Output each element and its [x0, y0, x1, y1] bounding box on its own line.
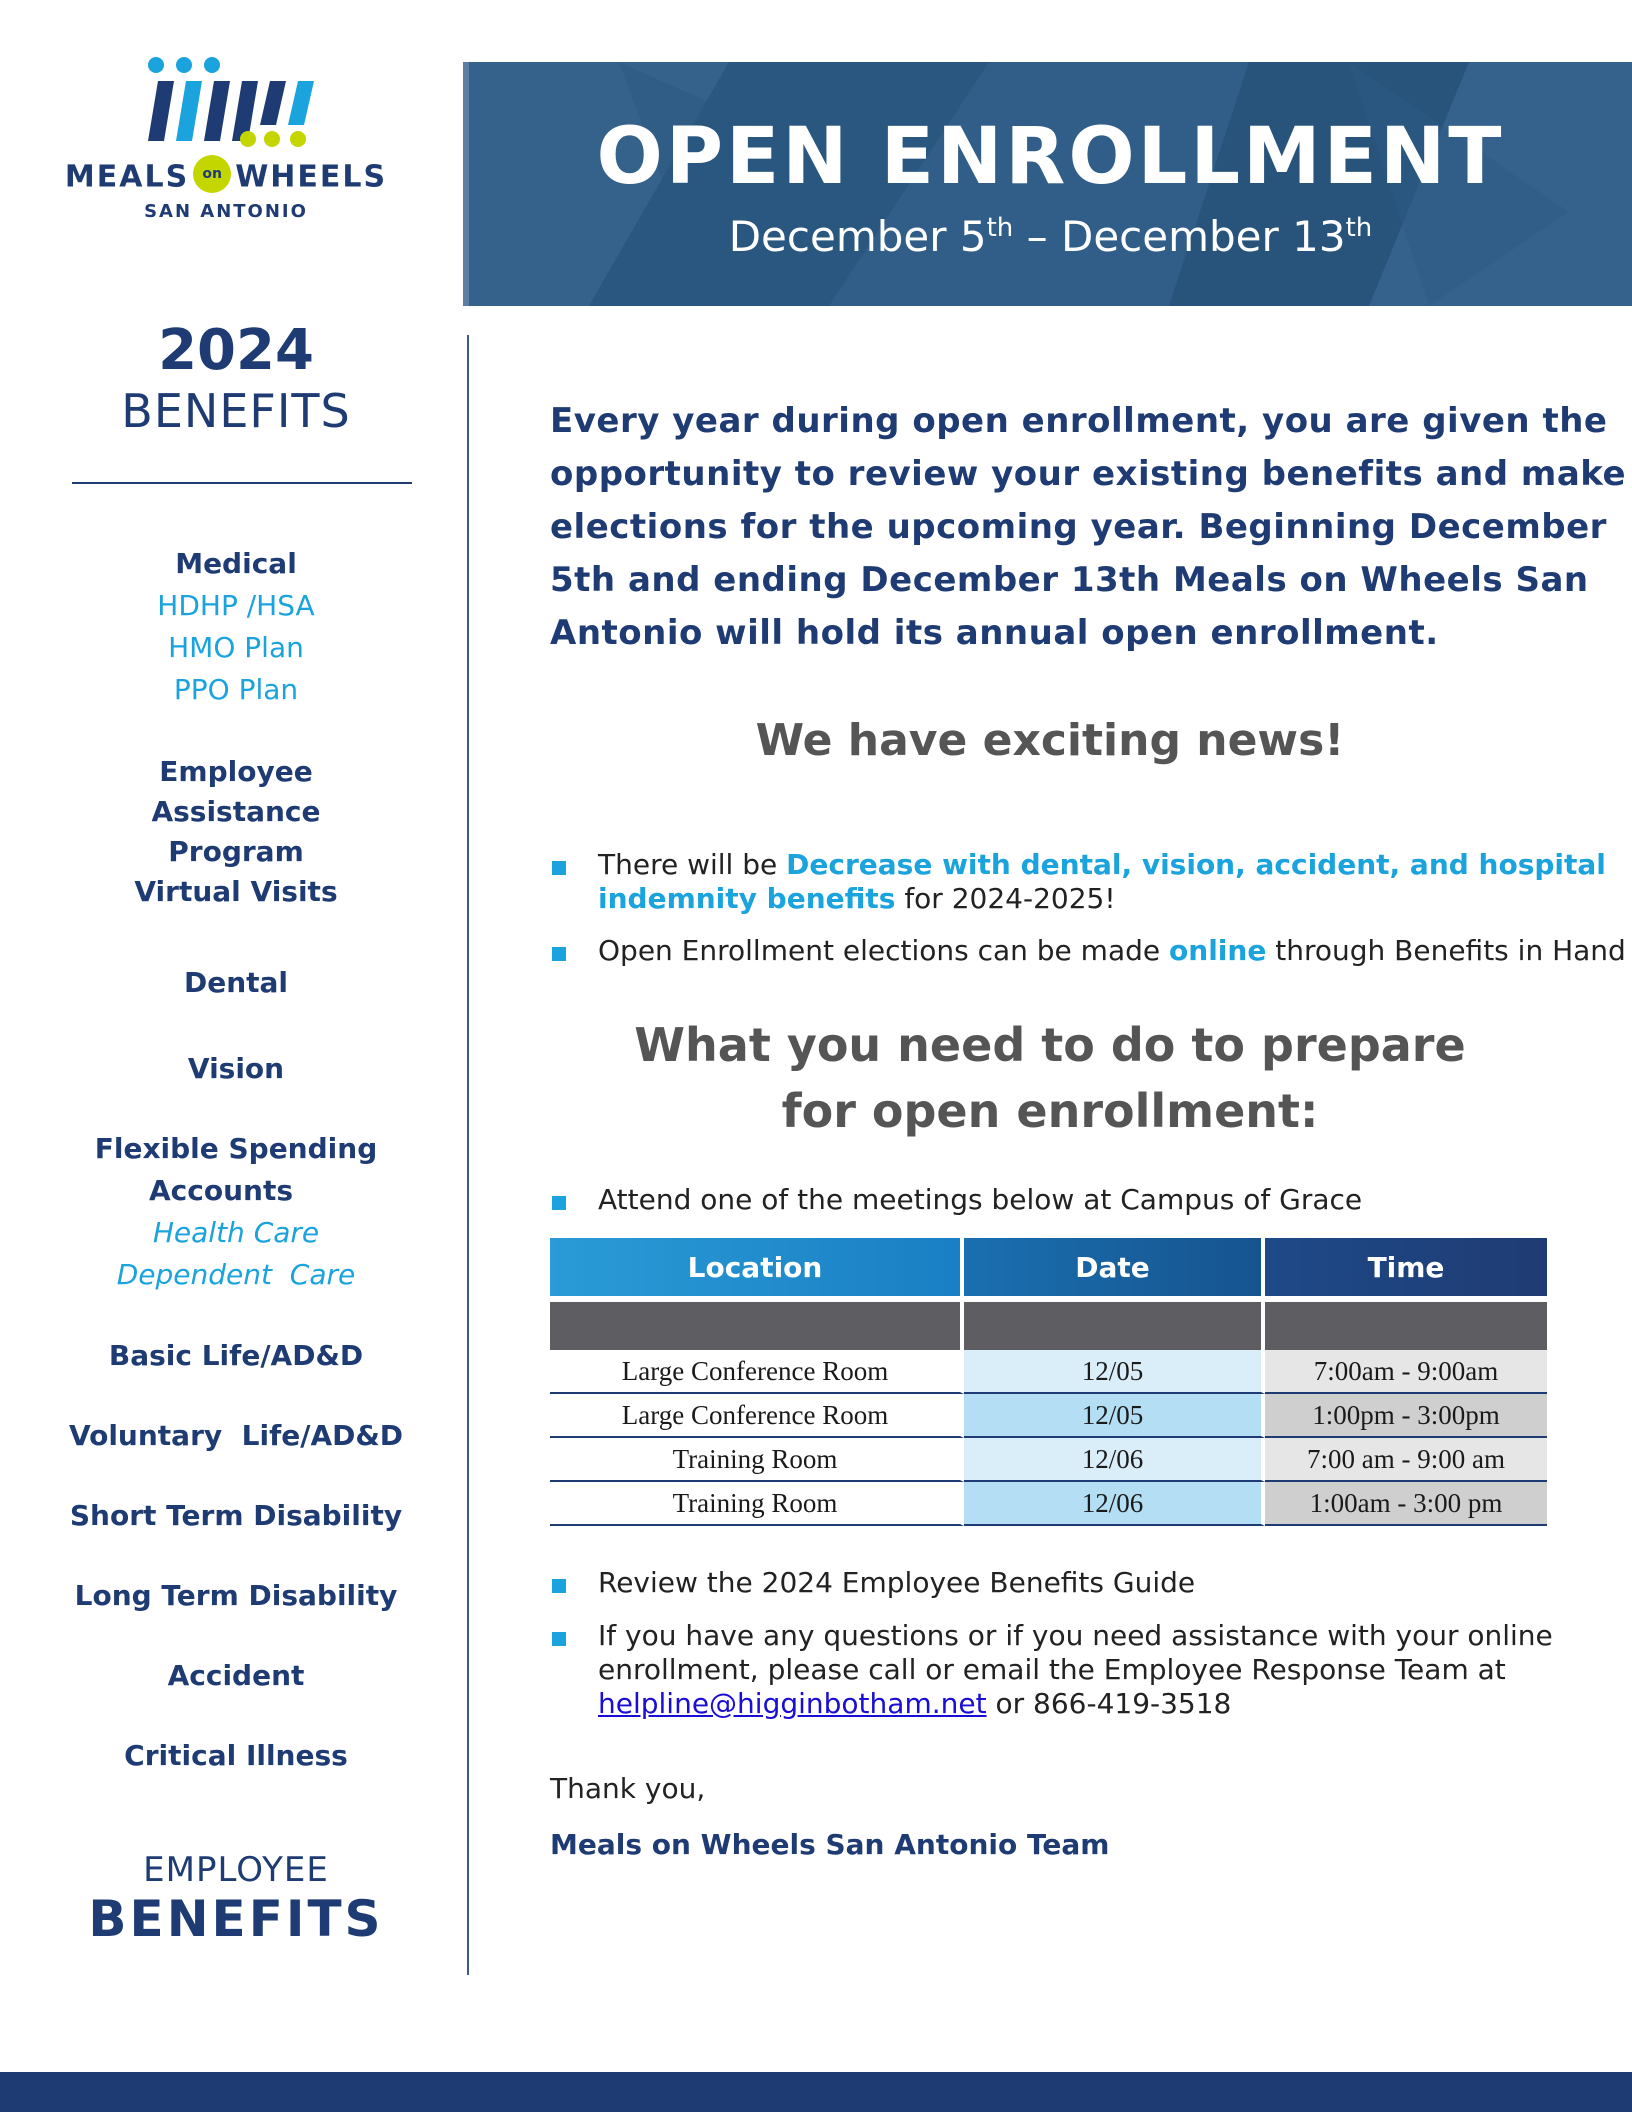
benefits-year: 2024 [158, 318, 314, 383]
banner-dates: December 5th – December 13th [728, 212, 1373, 261]
sidebar-rule [72, 482, 412, 484]
table-band [550, 1302, 1547, 1350]
sidebar-fsa: Flexible Spending Accounts Health Care Dependent Care [94, 1132, 378, 1291]
column-header-location: Location [550, 1238, 964, 1296]
bullet-questions: If you have any questions or if you need assistance with your online enrollment, please call or email the Employee Response Team at helpline@higginbotham.net or 866-419-3518 [550, 1619, 1590, 1721]
logo-city: SAN ANTONIO [144, 201, 308, 222]
sidebar-basic-life: Basic Life/AD&D [108, 1339, 364, 1372]
bullet-review: Review the 2024 Employee Benefits Guide [550, 1566, 1630, 1600]
table-row: Large Conference Room 12/05 7:00am - 9:00am [550, 1350, 1547, 1394]
employee-label: EMPLOYEE [143, 1850, 329, 1890]
bullet-square-icon [552, 947, 566, 961]
sidebar-accident: Accident [167, 1659, 305, 1692]
intro-paragraph: Every year during open enrollment, you are given the opportunity to review your existing benefits and make elections for the upcoming year. Beginning December 5th and ending December 13th Meals on Wheels San Antonio will hold its annual open enrollment. [550, 401, 1627, 653]
meeting-table [550, 1238, 1547, 1526]
bullet-attend: Attend one of the meetings below at Campus of Grace [550, 1183, 1630, 1217]
bullet-square-icon [552, 1579, 566, 1593]
news-heading: We have exciting news! [755, 715, 1345, 766]
benefits-label: BENEFITS [88, 1890, 384, 1948]
email-link[interactable]: helpline@higginbotham.net [598, 1687, 987, 1720]
bullet-square-icon [552, 1196, 566, 1210]
banner-title: OPEN ENROLLMENT [596, 112, 1505, 202]
bullet-decrease: There will be Decrease with dental, vision, accident, and hospital indemnity benefits for 2024-2025! [550, 848, 1630, 916]
sidebar-std: Short Term Disability [69, 1499, 403, 1532]
thanks-text: Thank you, [550, 1772, 706, 1805]
column-header-time: Time [1265, 1238, 1547, 1296]
table-row: Training Room 12/06 1:00am - 3:00 pm [550, 1482, 1547, 1526]
sidebar-medical: Medical HDHP /HSA HMO Plan PPO Plan [157, 547, 315, 706]
sidebar-virtual-visits: Virtual Visits [134, 875, 338, 908]
team-signature: Meals on Wheels San Antonio Team [550, 1828, 1110, 1861]
bullet-online: Open Enrollment elections can be made online through Benefits in Hand [550, 934, 1630, 968]
sidebar-ltd: Long Term Disability [74, 1579, 398, 1612]
logo [56, 55, 396, 250]
sidebar-vision: Vision [187, 1052, 285, 1085]
sidebar-voluntary-life: Voluntary Life/AD&D [68, 1419, 404, 1452]
footer-bar [0, 2072, 1632, 2112]
logo-name: MEALS on WHEELS [56, 159, 396, 197]
meals-on-wheels-logo-icon [126, 55, 326, 151]
sidebar-dental: Dental [183, 966, 289, 999]
bullet-square-icon [552, 1632, 566, 1646]
sidebar-critical-illness: Critical Illness [124, 1739, 348, 1772]
table-row: Training Room 12/06 7:00 am - 9:00 am [550, 1438, 1547, 1482]
header-banner [463, 62, 1632, 306]
column-header-date: Date [964, 1238, 1265, 1296]
bullet-square-icon [552, 861, 566, 875]
prepare-heading: What you need to do to prepare for open enrollment: [634, 1018, 1466, 1138]
sidebar-divider [467, 335, 469, 1975]
sidebar-eap: Employee Assistance Program [151, 755, 321, 868]
table-row: Large Conference Room 12/05 1:00pm - 3:00pm [550, 1394, 1547, 1438]
benefits-heading: BENEFITS [121, 384, 351, 438]
